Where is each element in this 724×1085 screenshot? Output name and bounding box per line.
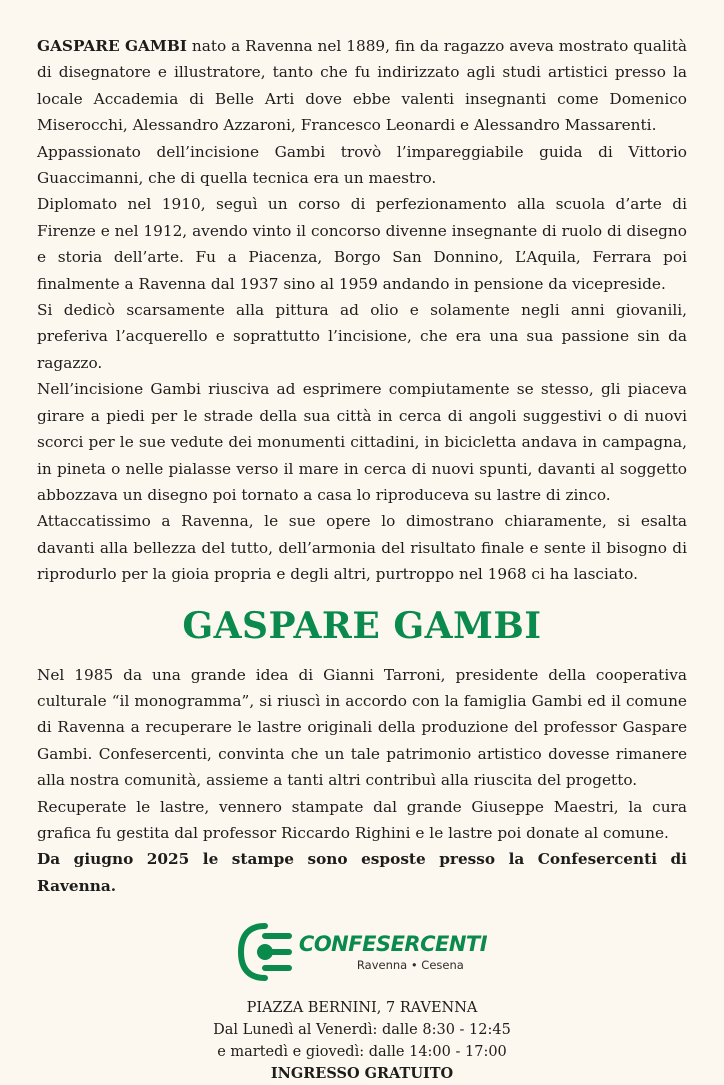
story-paragraph-2: Recuperate le lastre, vennero stampate dal grande Giuseppe Maestri, la cura grafica fu gestita dal professor Riccardo Righini e le lastre poi donate al comune. [37, 797, 687, 842]
story-paragraph-3 [37, 846, 687, 899]
project-section [37, 662, 687, 900]
address-line: PIAZZA BERNINI, 7 RAVENNA [246, 1000, 478, 1017]
page-title: GASPARE GAMBI [182, 604, 542, 647]
bio-paragraph-6: Attaccatissimo a Ravenna, le sue opere lo dimostrano chiaramente, si esalta davanti alla bellezza del tutto, dell’armonia del risultato finale e sente il bisogno di riprodurlo per la gioia propria e degli altri, purtroppo nel 1968 ci ha lasciato. [37, 512, 687, 584]
bio-paragraph-1 [37, 33, 687, 139]
logo-subtitle: Ravenna • Cesena [356, 958, 464, 973]
logo-wordmark: CONFESERCENTI [298, 932, 488, 957]
bio-paragraph-1-text: nato a Ravenna nel 1889, fin da ragazzo aveva mostrato qualità di disegnatore e illustratore, tanto che fu indirizzato agli studi artistici presso la locale Accademia di Belle Arti dove ebbe valenti insegnanti come Domenico Miserocchi, Alessandro Azzaroni, Francesco Leonardi e Alessandro Massarenti. [37, 37, 688, 135]
bio-paragraph-3: Diplomato nel 1910, seguì un corso di perfezionamento alla scuola d’arte di Firenze e nel 1912, avendo vinto il concorso divenne insegnante di ruolo di disegno e storia dell’arte. Fu a Piacenza, Borgo San Donnino, L’Aquila, Ferrara poi finalmente a Ravenna dal 1937 sino al 1959 andando in pensione da vicepreside. [37, 195, 687, 293]
hours-weekdays: Dal Lunedì al Venerdì: dalle 8:30 - 12:45 [213, 1022, 511, 1039]
confesercenti-logo [37, 921, 687, 983]
confesercenti-logo-icon [237, 921, 293, 983]
biography-section [37, 33, 687, 588]
bio-name: GASPARE GAMBI [37, 37, 187, 55]
bio-paragraph-4: Si dedicò scarsamente alla pittura ad olio e solamente negli anni giovanili, preferiva l’acquerello e soprattutto l’incisione, che era una sua passione sin da ragazzo. [37, 301, 687, 372]
address-block [37, 997, 687, 1085]
bio-paragraph-5: Nell’incisione Gambi riusciva ad esprimere compiutamente se stesso, gli piaceva girare a piedi per le strade della sua città in cerca di angoli suggestivi o di nuovi scorci per le sue vedute dei monumenti cittadini, in bicicletta andava in campagna, in pineta o nelle pialasse verso il mare in cerca di nuovi spunti, davanti al soggetto abbozzava un disegno poi tornato a casa lo riproduceva su lastre di zinco. [37, 380, 687, 504]
exhibition-notice: Da giugno 2025 le stampe sono esposte presso la Confesercenti di Ravenna. [37, 850, 687, 895]
free-entry-label: INGRESSO GRATUITO [270, 1065, 454, 1083]
story-paragraph-1: Nel 1985 da una grande idea di Gianni Tarroni, presidente della cooperativa culturale “il monogramma”, si riuscì in accordo con la famiglia Gambi ed il comune di Ravenna a recuperare le lastre originali della produzione del professor Gaspare Gambi. Confesercenti, convinta che un tale patrimonio artistico dovesse rimanere alla nostra comunità, assieme a tanti altri contribuì alla riuscita del progetto. [37, 665, 687, 790]
hours-afternoon: e martedì e giovedì: dalle 14:00 - 17:00 [217, 1044, 507, 1061]
bio-paragraph-2: Appassionato dell’incisione Gambi trovò l’impareggiabile guida di Vittorio Guaccimanni, che di quella tecnica era un maestro. [37, 142, 687, 188]
